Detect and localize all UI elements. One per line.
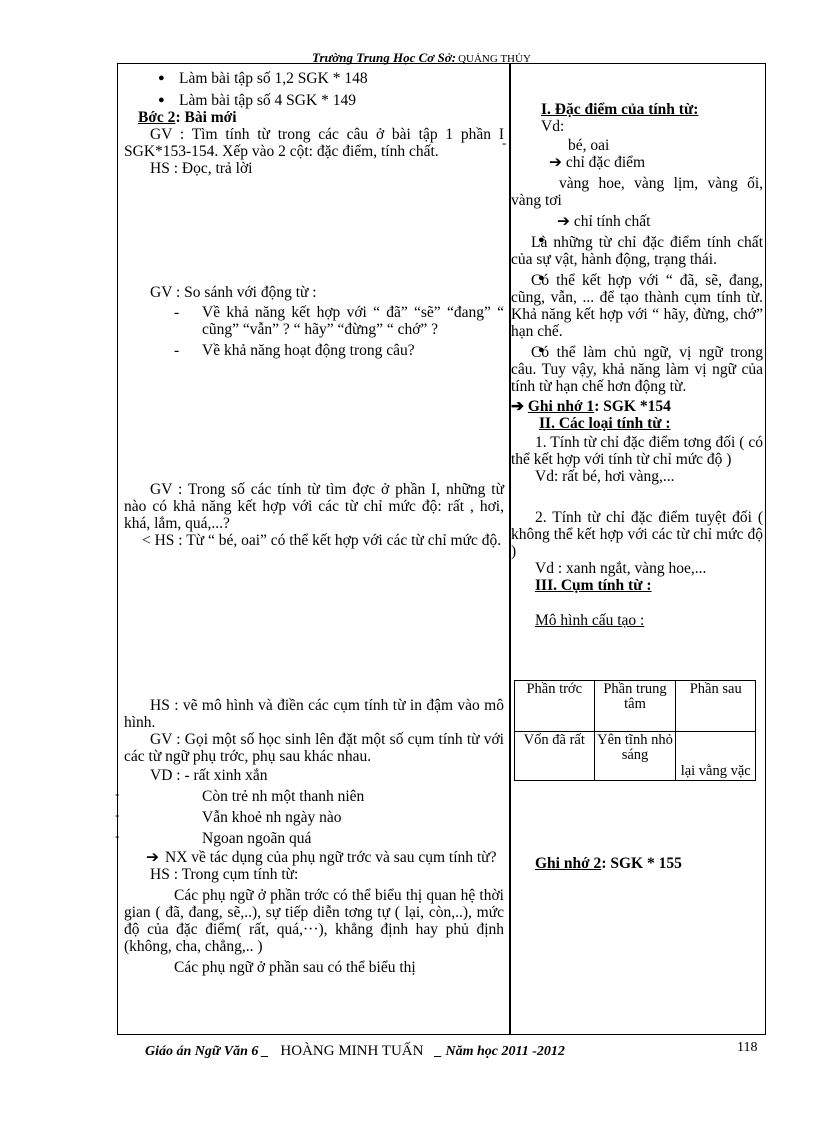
example-item: Vd : xanh ngắt, vàng hoe,... xyxy=(535,560,707,577)
teacher-prompt: GV : So sánh với động từ : xyxy=(150,284,317,301)
homework-item: ● Làm bài tập số 1,2 SGK * 148 xyxy=(124,70,504,87)
step-heading xyxy=(124,109,504,126)
definition-point: Có thể kết hợp với “ đã, sẽ, đang, cũng, vẫn, ... để tạo thành cụm tính từ. Khả năng kết hợp với “ hãy, đừng, chớ” hạn chế. ● xyxy=(511,272,763,340)
question xyxy=(124,849,504,866)
homework-item: ● Làm bài tập số 4 SGK * 149 xyxy=(124,92,504,109)
example-item: Vd: rất bé, hơi vàng,... xyxy=(535,468,675,485)
teacher-prompt: GV : Gọi một số học sinh lên đặt một số cụm tính từ với các từ ngữ phụ trớc, phụ sau khác nhau. xyxy=(124,731,504,765)
arrow-icon: ➔ xyxy=(557,213,570,230)
page-number: 118 xyxy=(737,1040,758,1055)
example-note xyxy=(511,154,763,171)
header-title: Trường Trung Học Cơ Sở: xyxy=(312,50,457,65)
table-header-cell: Phần trung tâm xyxy=(594,681,676,732)
teacher-prompt: GV : Tìm tính từ trong các câu ở bài tập 1 phần I SGK*153-154. Xếp vào 2 cột: đặc điểm, tính chất. xyxy=(124,126,504,160)
section-heading: II. Các loại tính từ : xyxy=(539,415,671,432)
arrow-icon: ➔ xyxy=(549,154,562,171)
left-compare-block xyxy=(124,284,504,359)
table-row xyxy=(515,732,756,781)
teacher-prompt: GV : Trong số các tính từ tìm đợc ở phần I, những từ nào có khả năng kết hợp với các từ chỉ mức độ: rất , hơi, khá, lắm, quá,...? xyxy=(124,481,504,532)
note-text: chỉ tính chất xyxy=(573,213,651,230)
table-header-cell: Phần trớc xyxy=(515,681,595,732)
memo-1 xyxy=(511,398,763,415)
model-label: Mô hình cấu tạo : xyxy=(535,612,645,629)
left-degree-block xyxy=(124,481,504,549)
definition-point: Là những từ chỉ đặc điểm tính chất của sự vật, hành động, trạng thái. ● xyxy=(511,234,763,268)
footer-author: HOÀNG MINH TUẤN xyxy=(280,1043,424,1059)
example-label: VD : - rất xinh xắn xyxy=(150,767,268,784)
adjective-type: 2. Tính từ chỉ đặc điểm tuyệt đối ( không thể kết hợp với các từ chỉ mức độ ) xyxy=(511,509,763,560)
section-heading: I. Đặc điểm của tính từ: xyxy=(541,101,699,118)
phrase-model-table xyxy=(514,680,756,781)
adjective-type: 1. Tính từ chỉ đặc điểm tơng đối ( có thể kết hợp với tính từ chỉ mức độ ) xyxy=(511,434,763,468)
student-answer: < HS : Từ “ bé, oai” có thể kết hợp với các từ chỉ mức độ. xyxy=(142,532,502,549)
conclusion-item: Các phụ ngữ ở phần sau có thể biểu thị xyxy=(174,959,416,976)
step-label: Bớc 2 xyxy=(138,109,176,126)
school-name: QUẢNG THỦY xyxy=(458,53,531,65)
student-answer: HS : Đọc, trả lời xyxy=(150,160,253,177)
footer-subject: Giáo án Ngữ Văn 6 _ xyxy=(145,1044,269,1059)
arrow-icon: ➔ xyxy=(511,398,524,415)
table-cell: lại vằng vặc xyxy=(676,732,756,781)
example-item: - Còn trẻ nh một thanh niên xyxy=(124,788,504,805)
note-text: chỉ đặc điểm xyxy=(565,154,646,171)
table-header-cell: Phần sau xyxy=(676,681,756,732)
example-label: Vd: xyxy=(541,118,565,135)
student-answer: HS : vẽ mô hình và điền các cụm tính từ in đậm vào mô hình. xyxy=(124,697,504,731)
memo-text: : SGK * 155 xyxy=(601,855,682,872)
section-heading: III. Cụm tính từ : xyxy=(535,577,652,594)
right-column xyxy=(511,101,763,629)
example-item: vàng hoe, vàng lịm, vàng ối, vàng tơi xyxy=(511,175,763,209)
memo-label: Ghi nhớ 1 xyxy=(527,398,595,415)
example-item: - bé, oai xyxy=(511,137,763,154)
student-answer: HS : Trong cụm tính từ: xyxy=(150,866,299,883)
compare-item: - Về khả năng kết hợp với “ đã” “sẽ” “đang” “ cũng” “vẫn” ? “ hãy” “đừng” “ chớ” ? xyxy=(124,304,504,338)
example-note xyxy=(511,213,763,230)
left-phrase-block xyxy=(124,697,504,976)
example-item: - Ngoan ngoãn quá xyxy=(124,830,504,847)
table-cell: Yên tĩnh nhỏ sáng xyxy=(594,732,676,781)
memo-text: : SGK *154 xyxy=(594,398,671,415)
memo-2 xyxy=(535,855,682,873)
conclusion-item: Các phụ ngữ ở phần trớc có thể biểu thị quan hệ thời gian ( đã, đang, sẽ,..), sự tiếp diễn tơng tự ( lại, còn,..), mức độ của đặc điểm( rất, quá,···), khẳng định hay phủ định (không, cha, chẳng,.. ) xyxy=(124,887,504,955)
table-header-row xyxy=(515,681,756,732)
page-footer xyxy=(145,1043,565,1060)
definition-point: Có thể làm chủ ngữ, vị ngữ trong câu. Tuy vậy, khả năng làm vị ngữ của tính từ hạn chế hơn động từ. ● xyxy=(511,344,763,395)
table-cell: Vốn đã rất xyxy=(515,732,595,781)
compare-item: - Về khả năng hoạt động trong câu? xyxy=(124,342,504,359)
question-text: NX về tác dụng của phụ ngữ trớc và sau cụm tính từ? xyxy=(165,849,497,866)
left-column xyxy=(124,70,504,177)
step-title: : Bài mới xyxy=(175,109,237,126)
memo-label: Ghi nhớ 2 xyxy=(535,855,602,872)
footer-year: _ Năm học 2011 -2012 xyxy=(434,1044,565,1059)
example-item: - Vẫn khoẻ nh ngày nào xyxy=(124,809,504,826)
arrow-icon: ➔ xyxy=(146,849,159,866)
